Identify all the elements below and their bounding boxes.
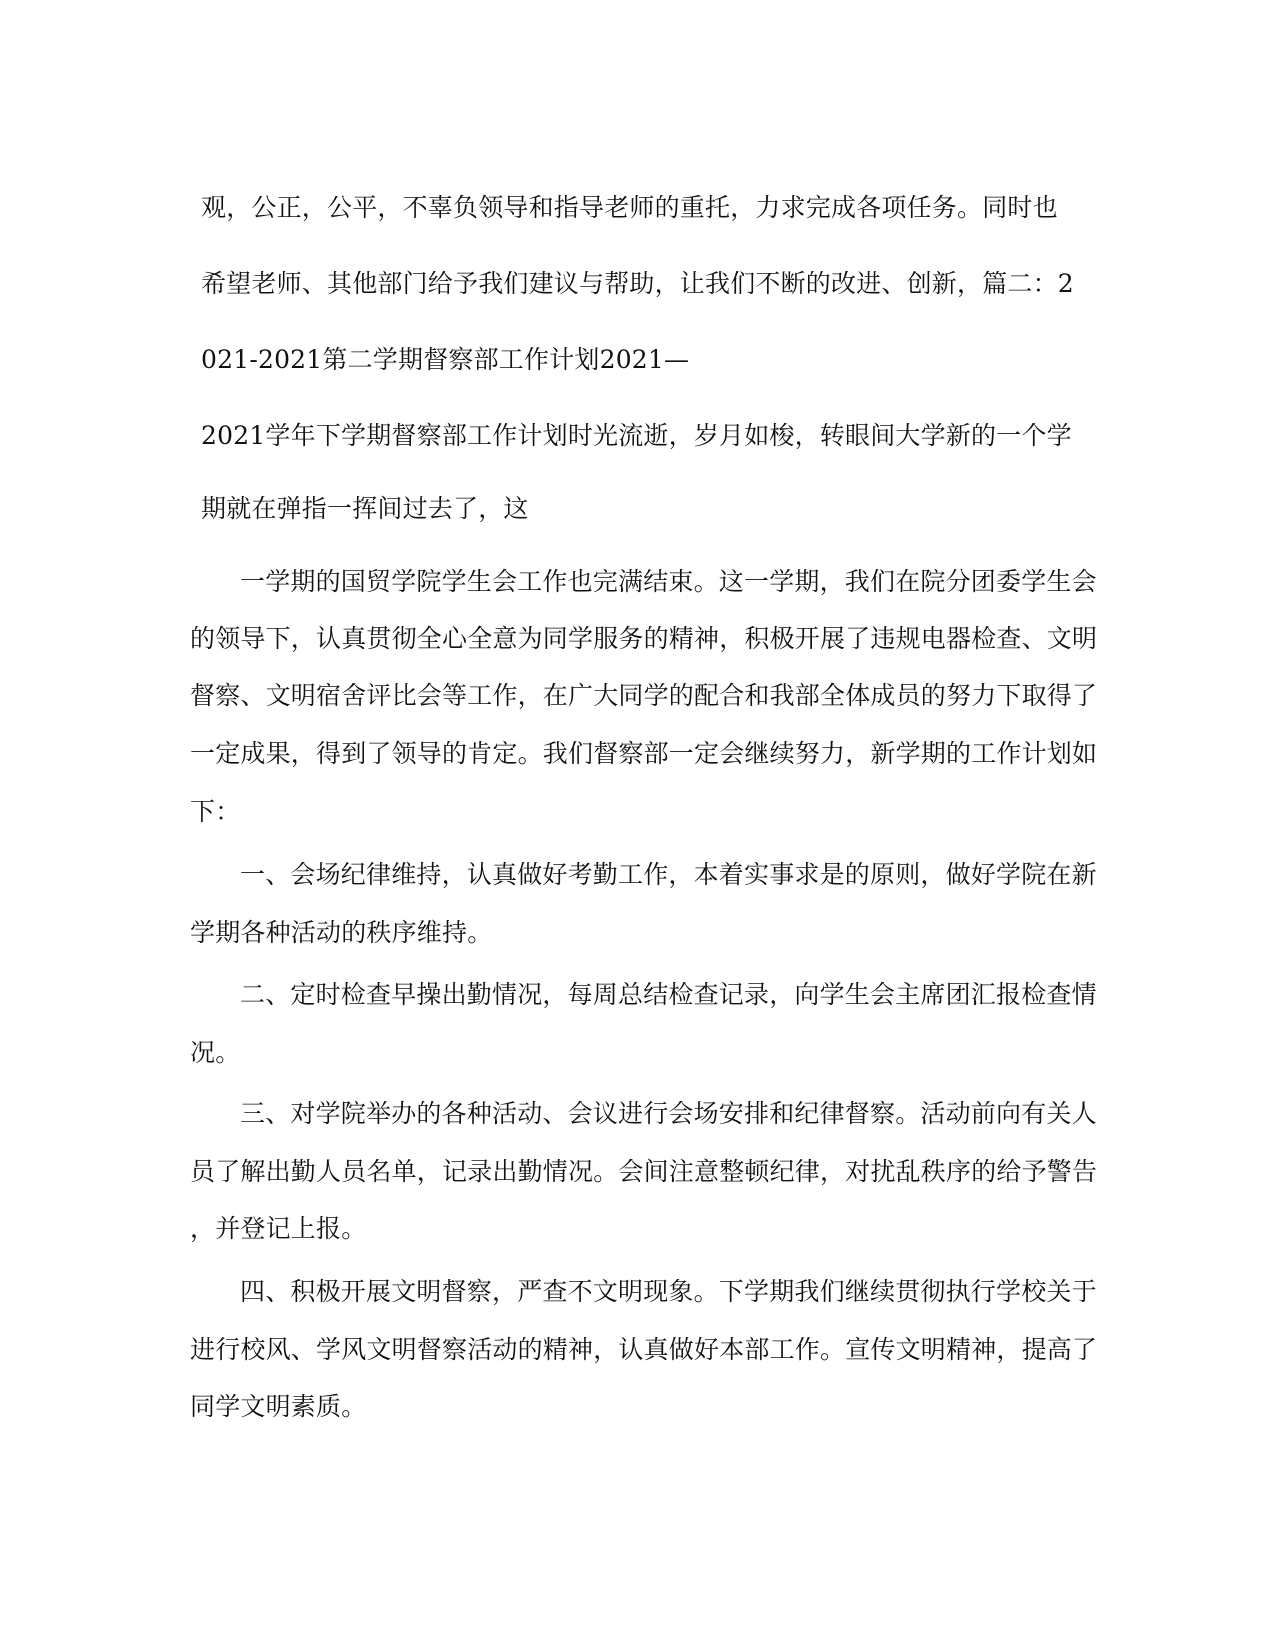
paragraph-first-line: 一、会场纪律维持，认真做好考勤工作，本着实事求是的原则，做好学院在新 bbox=[240, 860, 1097, 889]
text-line: 021-2021第二学期督察部工作计划2021— bbox=[201, 345, 690, 374]
paragraph-first-line: 三、对学院举办的各种活动、会议进行会场安排和纪律督察。活动前向有关人 bbox=[240, 1099, 1097, 1128]
paragraph-first-line: 一学期的国贸学院学生会工作也完满结束。这一学期，我们在院分团委学生会 bbox=[240, 567, 1097, 596]
text-line: 2021学年下学期督察部工作计划时光流逝，岁月如梭，转眼间大学新的一个学 bbox=[201, 421, 1072, 450]
text-line: 员了解出勤人员名单，记录出勤情况。会间注意整顿纪律，对扰乱秩序的给予警告 bbox=[190, 1157, 1098, 1186]
text-line: 观，公正，公平，不辜负领导和指导老师的重托，力求完成各项任务。同时也 bbox=[201, 193, 1058, 222]
text-line: 期就在弹指一挥间过去了，这 bbox=[201, 494, 529, 523]
text-line: 进行校风、学风文明督察活动的精神，认真做好本部工作。宣传文明精神，提高了 bbox=[190, 1335, 1098, 1364]
text-line: 况。 bbox=[190, 1038, 241, 1067]
text-line: ，并登记上报。 bbox=[190, 1214, 367, 1243]
text-line: 希望老师、其他部门给予我们建议与帮助，让我们不断的改进、创新，篇二：2 bbox=[201, 269, 1074, 298]
text-line: 的领导下，认真贯彻全心全意为同学服务的精神，积极开展了违规电器检查、文明 bbox=[190, 624, 1098, 653]
text-line: 下： bbox=[190, 797, 241, 826]
paragraph-first-line: 四、积极开展文明督察，严查不文明现象。下学期我们继续贯彻执行学校关于 bbox=[240, 1277, 1097, 1306]
text-line: 一定成果，得到了领导的肯定。我们督察部一定会继续努力，新学期的工作计划如 bbox=[190, 739, 1098, 768]
text-line: 同学文明素质。 bbox=[190, 1392, 367, 1421]
text-line: 督察、文明宿舍评比会等工作，在广大同学的配合和我部全体成员的努力下取得了 bbox=[190, 681, 1098, 710]
paragraph-first-line: 二、定时检查早操出勤情况，每周总结检查记录，向学生会主席团汇报检查情 bbox=[240, 980, 1097, 1009]
text-line: 学期各种活动的秩序维持。 bbox=[190, 918, 493, 947]
